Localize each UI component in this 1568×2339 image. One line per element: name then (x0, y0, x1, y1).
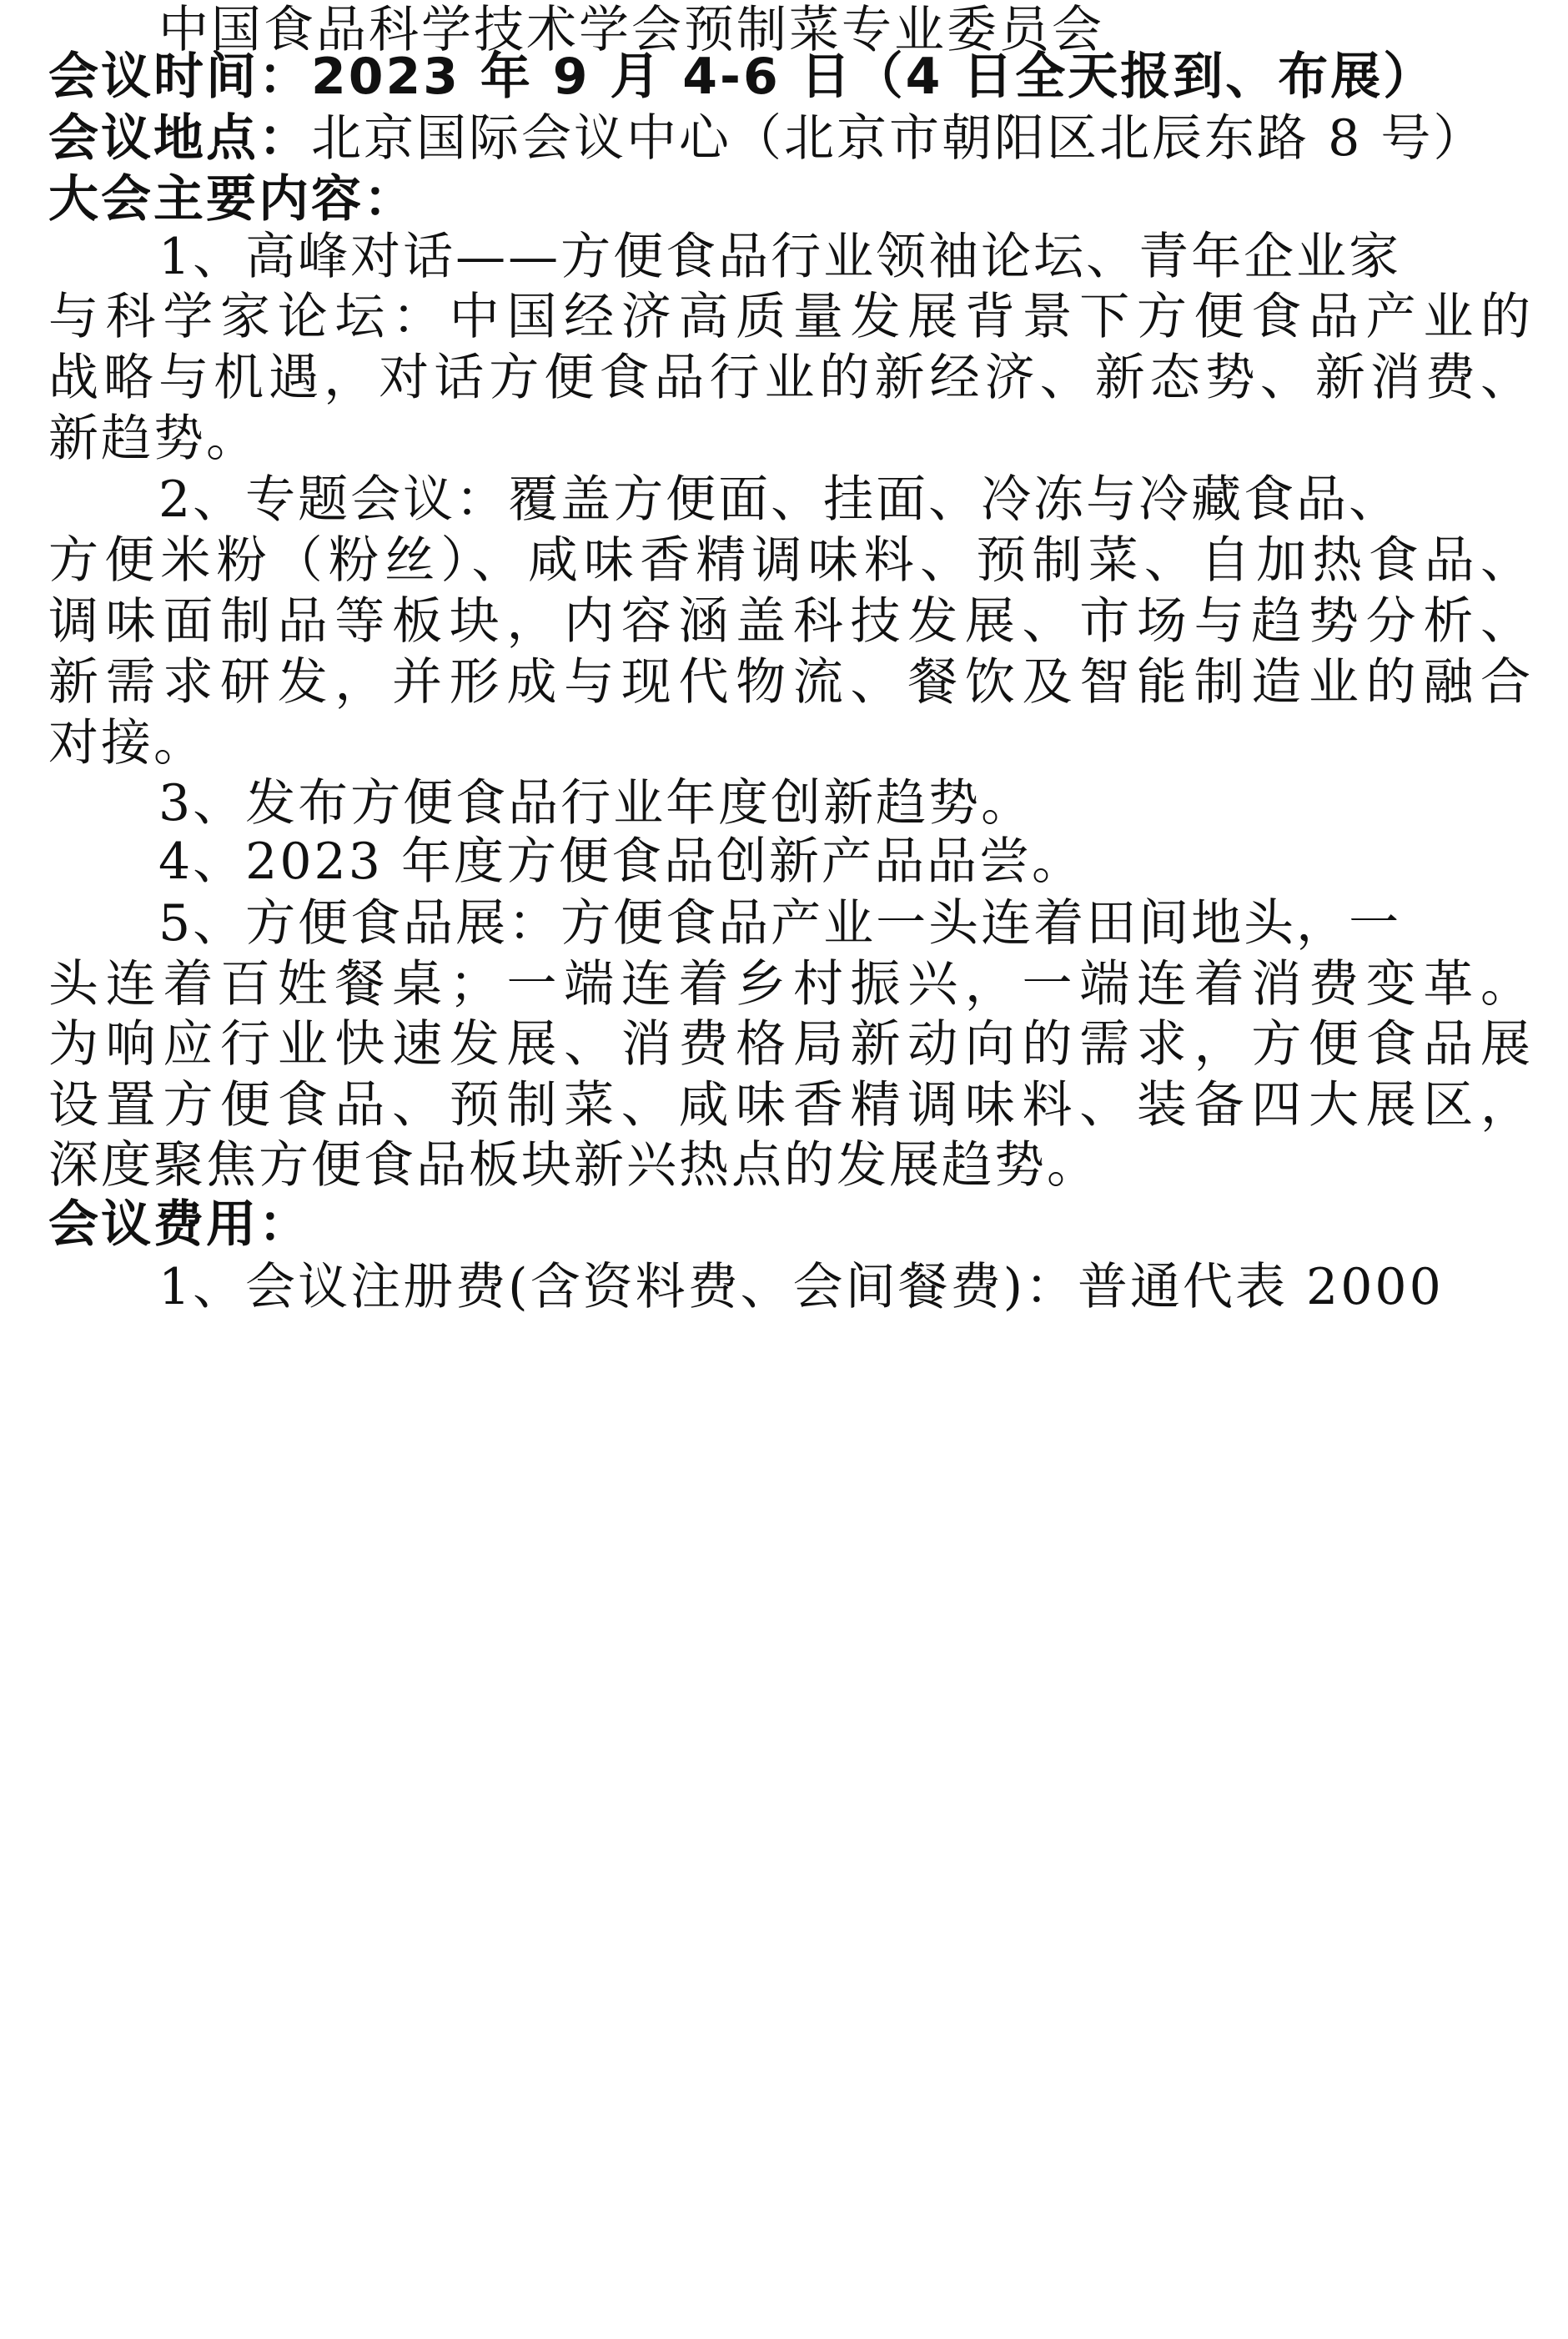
fees-heading: 会议费用： (48, 1195, 311, 1254)
item-1-line-1: 1、高峰对话——方便食品行业领袖论坛、青年企业家 (158, 228, 1402, 286)
meeting-time-line (48, 47, 1533, 107)
item-5-line-4: 设置方便食品、预制菜、咸味香精调味料、装备四大展区， (48, 1076, 1533, 1134)
organizer-line: 中国食品科学技术学会预制菜专业委员会 (158, 1, 1104, 59)
item-2-line-4: 新需求研发，并形成与现代物流、餐饮及智能制造业的融合 (48, 653, 1533, 712)
item-2-line-2: 方便米粉（粉丝）、咸味香精调味料、预制菜、自加热食品、 (48, 531, 1533, 590)
fees-item-1-line-1: 1、会议注册费(含资料费、会间餐费)：普通代表 2000 (158, 1258, 1444, 1316)
item-4-line-1: 4、2023 年度方便食品创新产品品尝。 (158, 832, 1084, 891)
meeting-time-value: 2023 年 9 月 4-6 日（4 日全天报到、布展） (311, 48, 1436, 106)
item-3-line-1: 3、发布方便食品行业年度创新趋势。 (158, 774, 1034, 832)
item-1-line-4: 新趋势。 (48, 410, 259, 468)
item-2-line-1: 2、专题会议：覆盖方便面、挂面、冷冻与冷藏食品、 (158, 470, 1402, 529)
item-2-line-5: 对接。 (48, 714, 206, 772)
item-5-line-3: 为响应行业快速发展、消费格局新动向的需求，方便食品展 (48, 1015, 1533, 1074)
content-heading: 大会主要内容： (48, 170, 416, 229)
meeting-location-label: 会议地点： (48, 109, 311, 168)
item-1-line-2: 与科学家论坛：中国经济高质量发展背景下方便食品产业的 (48, 288, 1533, 346)
item-1-line-3: 战略与机遇，对话方便食品行业的新经济、新态势、新消费、 (48, 349, 1533, 407)
item-5-line-2: 头连着百姓餐桌；一端连着乡村振兴，一端连着消费变革。 (48, 955, 1533, 1014)
meeting-location-line (48, 108, 1533, 169)
item-2-line-3: 调味面制品等板块，内容涵盖科技发展、市场与趋势分析、 (48, 592, 1533, 651)
meeting-location-value: 北京国际会议中心（北京市朝阳区北辰东路 8 号） (311, 109, 1486, 168)
item-5-line-1: 5、方便食品展：方便食品产业一头连着田间地头，一 (158, 894, 1402, 953)
meeting-time-label: 会议时间： (48, 48, 311, 106)
item-5-line-5: 深度聚焦方便食品板块新兴热点的发展趋势。 (48, 1136, 1099, 1195)
